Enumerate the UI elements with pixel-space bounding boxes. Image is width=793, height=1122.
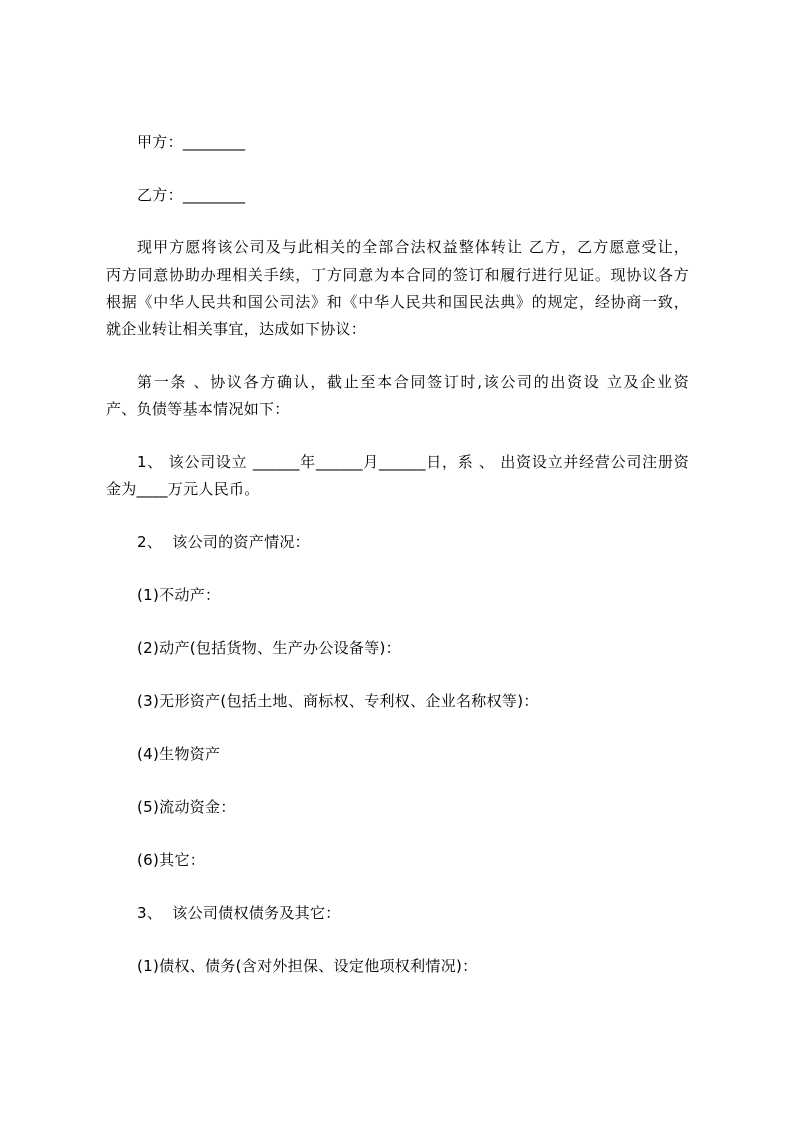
item-1-line-2: 金为____万元人民币。: [106, 480, 260, 498]
asset-item: (3)无形资产(包括土地、商标权、专利权、企业名称权等)：: [137, 692, 539, 710]
intro-line-3: 根据《中华人民共和国公司法》和《中华人民共和国民法典》的规定，经协商一致，: [106, 293, 689, 311]
intro-line-1: 现甲方愿将该公司及与此相关的全部合法权益整体转让 乙方，乙方愿意受让，: [137, 238, 689, 256]
asset-item: (1)不动产：: [137, 586, 221, 604]
article-1-line-1: 第一条 、协议各方确认，截止至本合同签订时,该公司的出资设 立及企业资: [137, 373, 689, 391]
asset-item: (6)其它：: [137, 851, 206, 869]
asset-item: (2)动产(包括货物、生产办公设备等)：: [137, 639, 401, 657]
intro-line-2: 丙方同意协助办理相关手续，丁方同意为本合同的签订和履行进行见证。现协议各方: [106, 266, 689, 284]
party-a-line: 甲方：________: [137, 133, 246, 151]
asset-item: (5)流动资金：: [137, 798, 236, 816]
party-b-line: 乙方：________: [137, 186, 246, 204]
debt-item: (1)债权、债务(含对外担保、设定他项权利情况)：: [137, 957, 478, 975]
asset-item: (4)生物资产: [137, 745, 221, 763]
article-1-line-2: 产、负债等基本情况如下：: [106, 400, 290, 418]
item-2-heading: 2、 该公司的资产情况：: [137, 533, 310, 551]
intro-line-4: 就企业转让相关事宜，达成如下协议：: [106, 320, 367, 338]
item-3-heading: 3、 该公司债权债务及其它：: [137, 904, 341, 922]
item-1-line-1: 1、 该公司设立 ______年______月______日，系 、 出资设立并经营公司注册资: [137, 453, 689, 471]
